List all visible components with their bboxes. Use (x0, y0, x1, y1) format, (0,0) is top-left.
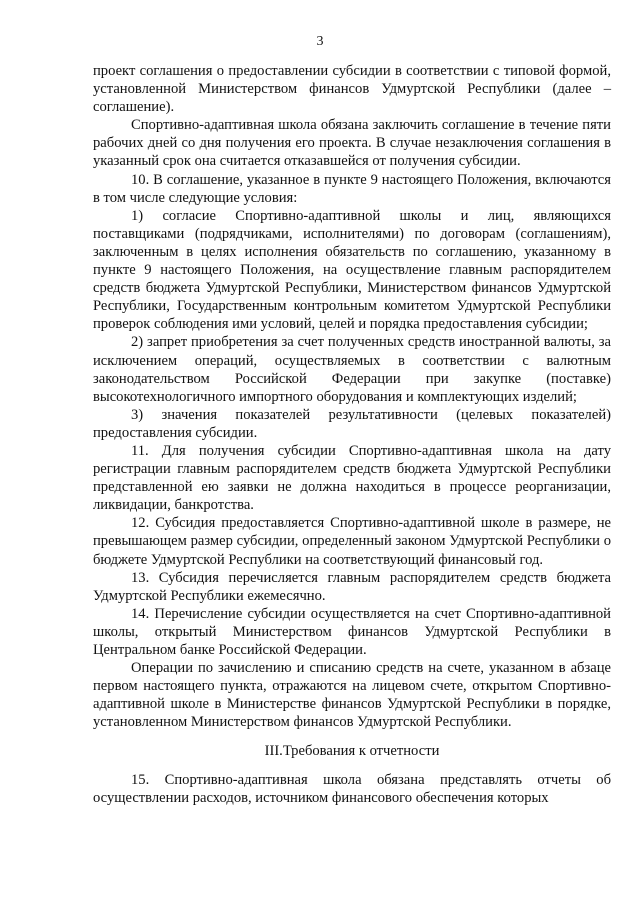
paragraph-13: 13. Субсидия перечисляется главным распорядителем средств бюджета Удмуртской Республики ежемесячно. (93, 569, 611, 604)
paragraph-agreement-deadline: Спортивно-адаптивная школа обязана заключить соглашение в течение пяти рабочих дней со дня получения его проекта. В случае незаключения соглашения в указанный срок она считается отказавшейся от получения субсидии. (93, 117, 611, 170)
paragraph-10-intro: 10. В соглашение, указанное в пункте 9 настоящего Положения, включаются в том числе следующие условия: (93, 171, 611, 206)
paragraph-12: 12. Субсидия предоставляется Спортивно-адаптивной школе в размере, не превышающем размер субсидии, определенный законом Удмуртской Республики о бюджете Удмуртской Республики на соответствующий финансовый год. (93, 515, 611, 568)
paragraph-14-operations: Операции по зачислению и списанию средств на счете, указанном в абзаце первом настоящего пункта, отражаются на лицевом счете, открытом Спортивно-адаптивной школе в Министерстве финансов Удмуртской Республики в порядке, установленном Министерством финансов Удмуртской Республики. (93, 660, 611, 731)
paragraph-10-condition-3: 3) значения показателей результативности (целевых показателей) предоставления субсидии. (93, 406, 611, 441)
paragraph-agreement-draft: проект соглашения о предоставлении субсидии в соответствии с типовой формой, установленной Министерством финансов Удмуртской Республики (далее – соглашение). (93, 63, 611, 116)
paragraph-10-condition-1: 1) согласие Спортивно-адаптивной школы и лиц, являющихся поставщиками (подрядчиками, исполнителями) по договорам (соглашениям), заключенным в целях исполнения обязательств по соглашению, указанному в пункте 9 настоящего Положения, на осуществление главным распорядителем средств бюджета Удмуртской Республики, Министерством финансов Удмуртской Республики, Государственным контрольным комитетом Удмуртской Республики проверок соблюдения ими условий, целей и порядка предоставления субсидии; (93, 207, 611, 333)
section-heading-reporting: III.Требования к отчетности (264, 743, 440, 760)
document-body (93, 62, 611, 807)
page-number: 3 (316, 34, 324, 49)
paragraph-14: 14. Перечисление субсидии осуществляется на счет Спортивно-адаптивной школы, открытый Министерством финансов Удмуртской Республики в Центральном банке Российской Федерации. (93, 605, 611, 658)
paragraph-15: 15. Спортивно-адаптивная школа обязана представлять отчеты об осуществлении расходов, источником финансового обеспечения которых (93, 771, 611, 806)
paragraph-10-condition-2: 2) запрет приобретения за счет полученных средств иностранной валюты, за исключением операций, осуществляемых в соответствии с валютным законодательством Российской Федерации при закупке (поставке) высокотехнологичного импортного оборудования и комплектующих изделий; (93, 334, 611, 405)
paragraph-11: 11. Для получения субсидии Спортивно-адаптивная школа на дату регистрации главным распорядителем средств бюджета Удмуртской Республики представленной ею заявки не должна находиться в процессе реорганизации, ликвидации, банкротства. (93, 442, 611, 514)
